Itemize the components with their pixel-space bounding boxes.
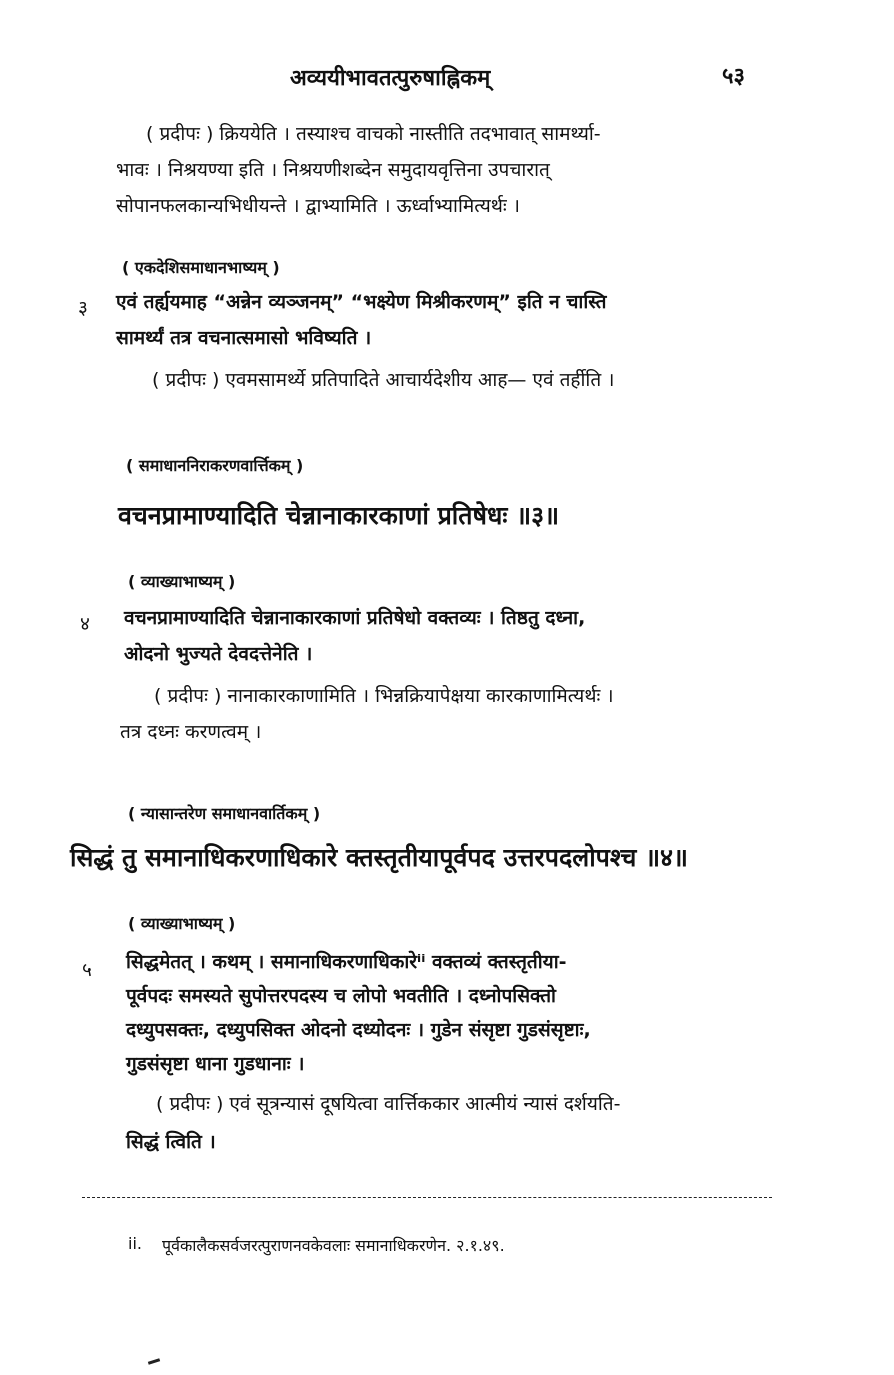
page-number: ५३ [722, 64, 745, 89]
paragraph-number-5: ५ [82, 959, 92, 981]
bhashya-3-line-1: एवं तर्ह्ययमाह “अन्नेन व्यञ्जनम्” “भक्ष्येण मिश्रीकरणम्” इति न चास्ति [116, 291, 607, 313]
section-heading-ekadeshi: ( एकदेशिसमाधानभाष्यम् ) [122, 258, 280, 277]
section-heading-samadhana-nirakarana: ( समाधाननिराकरणवार्त्तिकम् ) [126, 456, 304, 475]
bhashya-5-line-4: गुडसंसृष्टा धाना गुडधानाः । [126, 1053, 305, 1075]
paragraph-number-3: ३ [78, 297, 88, 319]
section-heading-nyasantara: ( न्यासान्तरेण समाधानवार्तिकम् ) [128, 804, 321, 823]
bhashya-5-line-3: दध्युपसक्तः, दध्युपसिक्त ओदनो दध्योदनः । गुडेन संसृष्टा गुडसंसृष्टाः, [126, 1019, 591, 1041]
pradipa-3-line-1: ( प्रदीपः ) नानाकारकाणामिति । भिन्नक्रियापेक्षया कारकाणामित्यर्थः । [154, 685, 614, 707]
pradipa-4-line-1: ( प्रदीपः ) एवं सूत्रन्यासं दूषयित्वा वार्त्तिककार आत्मीयं न्यासं दर्शयति- [156, 1093, 621, 1115]
footnote-rule [82, 1197, 772, 1198]
section-heading-vyakhya-1: ( व्याख्याभाष्यम् ) [128, 572, 236, 591]
bhashya-4-line-1: वचनप्रामाण्यादिति चेन्नानाकारकाणां प्रतिषेधो वक्तव्यः । तिष्ठतु दध्ना, [124, 607, 586, 629]
pradipa-1-line-3: सोपानफलकान्यभिधीयन्ते । द्वाभ्यामिति । ऊर्ध्वाभ्यामित्यर्थः । [116, 195, 520, 217]
scan-speck [148, 1358, 160, 1365]
footnote-marker: ii. [128, 1234, 142, 1253]
pradipa-1-line-1: ( प्रदीपः ) क्रिययेति । तस्याश्च वाचको नास्तीति तदभावात् सामर्थ्या- [146, 123, 601, 145]
paragraph-number-4: ४ [80, 613, 90, 635]
section-heading-vyakhya-2: ( व्याख्याभाष्यम् ) [128, 914, 236, 933]
bhashya-5-line-2: पूर्वपदः समस्यते सुपोत्तरपदस्य च लोपो भवतीति । दध्नोपसिक्तो [126, 985, 556, 1007]
varttika-4: सिद्धं तु समानाधिकरणाधिकारे क्तस्तृतीयापूर्वपद उत्तरपदलोपश्च ॥४॥ [70, 843, 689, 872]
pradipa-1-line-2: भावः । निश्रयण्या इति । निश्रयणीशब्देन समुदायवृत्तिना उपचारात् [116, 159, 550, 181]
pradipa-2: ( प्रदीपः ) एवमसामर्थ्ये प्रतिपादिते आचार्यदेशीय आह— एवं तर्हीति । [152, 369, 615, 391]
footnote-text: पूर्वकालैकसर्वजरत्पुराणनवकेवलाः समानाधिकरणेन. २.१.४९. [162, 1236, 505, 1255]
pradipa-4-line-2: सिद्धं त्विति । [126, 1131, 216, 1153]
varttika-3: वचनप्रामाण्यादिति चेन्नानाकारकाणां प्रतिषेधः ॥३॥ [118, 501, 560, 530]
bhashya-5-line-1: सिद्धमेतत् । कथम् । समानाधिकरणाधिकारेⁱⁱ वक्तव्यं क्तस्तृतीया- [126, 951, 567, 973]
running-header-title: अव्ययीभावतत्पुरुषाह्निकम् [290, 66, 491, 91]
bhashya-4-line-2: ओदनो भुज्यते देवदत्तेनेति । [124, 643, 313, 665]
pradipa-3-line-2: तत्र दध्नः करणत्वम् । [120, 721, 262, 743]
bhashya-3-line-2: सामर्थ्यं तत्र वचनात्समासो भविष्यति । [116, 327, 372, 349]
